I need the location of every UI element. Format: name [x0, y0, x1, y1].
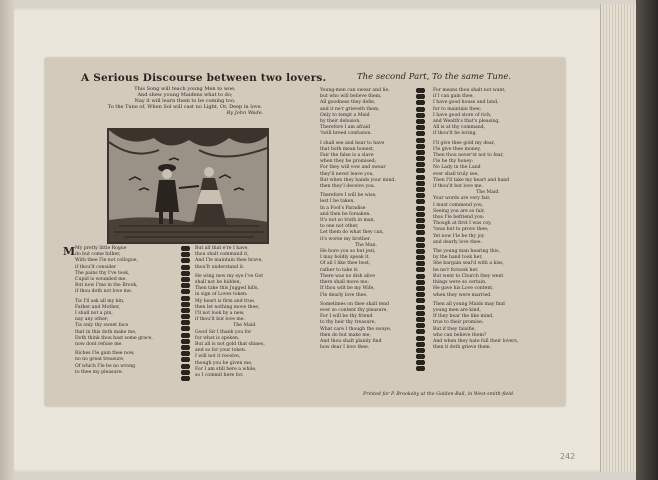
printers-ornament-icon: [181, 370, 190, 375]
printers-ornament-icon: [416, 187, 425, 192]
printers-ornament-icon: [416, 193, 425, 198]
verse-line: Fair the false is a slave: [320, 153, 374, 159]
verse-line: And when they hate full their lovers,: [433, 338, 519, 344]
printers-ornament-icon: [416, 150, 425, 155]
verse-line: if thou'lt be loving.: [433, 131, 477, 137]
verse-line: there shall move me;: [320, 280, 369, 286]
verse-line: In a Fool's Paradise: [320, 205, 366, 211]
verse-line: for what is spoken,: [195, 335, 240, 341]
verse-line: But went to Church they went: [433, 273, 504, 279]
printers-ornament-icon: [181, 302, 190, 307]
verse-line: in sign of Loves token:: [195, 292, 248, 298]
printers-ornament-icon: [416, 329, 425, 334]
imprint-line: Printed for P. Brooksby at the Golden-Ball, in West-smith-field.: [363, 392, 515, 397]
verse-line: he ne'r forsook her.: [433, 267, 479, 273]
page-edges: [600, 4, 641, 472]
printers-ornament-icon: [416, 336, 425, 341]
verse-line: I must commend you,: [433, 202, 484, 208]
verse-line: Cupid is wounded me.: [75, 277, 127, 283]
verse-line: Seeing you are so fair,: [433, 208, 485, 214]
verse-line: He wing new my eye I've Got: [195, 273, 264, 279]
verse-line: I'le be thy honey:: [433, 159, 474, 165]
printers-ornament-icon: [416, 342, 425, 347]
verse-line: I'll give thee gold my dear,: [433, 140, 495, 146]
verse-line: and dearly love thee.: [433, 239, 482, 245]
verse-line: to thy heir thy treasure,: [320, 320, 376, 326]
verse-line: Therefore I will be wise,: [320, 193, 377, 199]
verse-line: shall not be hidden,: [195, 280, 242, 286]
printers-ornament-icon: [181, 308, 190, 313]
printers-ornament-icon: [416, 168, 425, 173]
verse-line: if thou'lt but love me.: [433, 184, 483, 190]
printers-ornament-icon: [416, 360, 425, 365]
verse-line: The Maid.: [233, 323, 257, 329]
verse-line: The Maid.: [476, 190, 500, 196]
printers-ornament-icon: [181, 345, 190, 350]
printers-ornament-icon: [181, 296, 190, 301]
printers-ornament-icon: [416, 144, 425, 149]
verse-line: The young man hearing this,: [433, 249, 500, 255]
printers-ornament-icon: [416, 261, 425, 266]
verse-line: who can believe them?: [433, 332, 487, 338]
verse-line: they'll never leave you,: [320, 171, 374, 177]
woodcut-image: [107, 128, 269, 244]
printers-ornament-icon: [416, 131, 425, 136]
verse-line: nay any other;: [75, 317, 109, 323]
verse-line: ever shall truly see,: [433, 171, 479, 177]
verse-line: I'le give thee money,: [433, 146, 481, 152]
verse-line: Father and Mother,: [75, 304, 121, 310]
printers-ornament-icon: [416, 292, 425, 297]
printers-ornament-icon: [416, 100, 425, 105]
verse-line: how dear I love thee.: [320, 345, 370, 351]
printers-ornament-icon: [416, 237, 425, 242]
verse-line: Then all young Maids may find: [433, 301, 505, 307]
printers-ornament-icon: [416, 243, 425, 248]
printers-ornament-icon: [181, 314, 190, 319]
verse-line: and then be forsaken.: [320, 211, 371, 217]
verse-line: by the hand took her,: [433, 255, 483, 261]
verse-line: then let nothing move thee,: [195, 304, 260, 310]
verse-line: Yet now I'le be thy joy: [433, 233, 485, 239]
verse-line: There was no dish alive: [320, 273, 375, 279]
verse-line: What care I though the swaye,: [320, 326, 392, 332]
verse-line: rather to take it:: [320, 267, 359, 273]
verse-line: thou'lt understand it.: [195, 264, 245, 270]
verse-line: then it doth grieve them.: [433, 345, 492, 351]
printers-ornament-icon: [416, 317, 425, 322]
verse-line: I shall see and hear to have: [320, 140, 385, 146]
verse-line: Young-men can swear and lie,: [320, 88, 390, 93]
printers-ornament-icon: [416, 156, 425, 161]
ornament-column-1: [180, 246, 192, 382]
verse-line: My pretty little Rogue: [75, 246, 127, 251]
verse-line: Then I'll take my heart and hand: [433, 177, 510, 183]
author-line: By John Wade.: [226, 110, 264, 116]
printers-ornament-icon: [181, 333, 190, 338]
verse-line: if thou'lt but love me.: [195, 317, 245, 323]
verse-line: if thou doth not love me.: [75, 289, 133, 295]
printers-ornament-icon: [416, 181, 425, 186]
verse-line: Tis I'll ask all my kin,: [75, 298, 125, 304]
verse-line: to one not other,: [320, 224, 359, 230]
printers-ornament-icon: [181, 289, 190, 294]
verse-line: by their delusion,: [320, 119, 361, 125]
verse-line: ever so content thy pleasure,: [320, 307, 388, 313]
verse-line: And I'le maintain thee brave,: [195, 258, 263, 264]
verse-line: thou shalt command it,: [195, 252, 249, 258]
verse-line: Doth think thou hast some grace,: [75, 335, 153, 341]
printers-ornament-icon: [181, 326, 190, 331]
verse-line: I have good house and land,: [433, 100, 499, 106]
verse-line: and it ne'r grieveth them,: [320, 106, 380, 112]
verse-line: For I will be thy friend: [320, 314, 373, 320]
printers-ornament-icon: [416, 224, 425, 229]
subtitle-line: Nay it will learn them to be coming too.: [134, 98, 236, 104]
verse-line: then they'l deceive you.: [320, 184, 376, 190]
verse-line: Your words are very fair,: [433, 196, 491, 202]
drop-cap: M: [63, 245, 76, 258]
printers-ornament-icon: [416, 230, 425, 235]
printers-ornament-icon: [416, 162, 425, 167]
verse-line: But when they hands your mind,: [320, 177, 396, 183]
verse-line: no no great treasure,: [75, 357, 125, 363]
verse-line: It's not so truth in man,: [320, 218, 376, 224]
verse-line: so I commit here for.: [195, 373, 244, 379]
verse-line: For they will vow and swear: [320, 165, 386, 171]
folio-number: 242: [560, 452, 576, 461]
printers-ornament-icon: [181, 246, 190, 251]
printers-ornament-icon: [181, 283, 190, 288]
verse-line: But all that e're I have,: [195, 246, 249, 251]
verse-line: Then thou never'st not to fear,: [433, 153, 504, 159]
verse-line: do but come hither,: [75, 252, 121, 258]
printers-ornament-icon: [416, 366, 425, 371]
printers-ornament-icon: [416, 267, 425, 272]
printers-ornament-icon: [416, 206, 425, 211]
tune-line: To the Tune of, When Sol will cast no Light, Or, Deep in love.: [107, 104, 263, 110]
verse-line: No Lady in the Land: [433, 165, 481, 171]
printers-ornament-icon: [181, 339, 190, 344]
printers-ornament-icon: [416, 274, 425, 279]
verse-line: if thou'lt consider: [75, 264, 117, 270]
printers-ornament-icon: [416, 94, 425, 99]
verse-line: Let them do what they can,: [320, 230, 384, 236]
printers-ornament-icon: [416, 249, 425, 254]
column-3: [320, 88, 412, 351]
verse-line: that both mean honest,: [320, 146, 375, 152]
verse-line: I'le dearly love thee.: [320, 292, 368, 298]
verse-line: now dont refuse me.: [75, 342, 123, 348]
verse-line: I may boldly speak it,: [320, 255, 370, 261]
printers-ornament-icon: [181, 320, 190, 325]
verse-line: The Man.: [354, 242, 378, 248]
verse-line: things were so certain,: [433, 280, 487, 286]
column-1: [75, 246, 175, 376]
column-4: [433, 88, 543, 351]
printers-ornament-icon: [181, 364, 190, 369]
verse-line: I shall not a pin,: [75, 311, 113, 317]
verse-line: Only to tempt a Maid: [320, 112, 370, 118]
column-2: [195, 246, 295, 379]
verse-line: that in this doth make me,: [75, 329, 137, 335]
verse-line: lest I be taken,: [320, 199, 355, 205]
verse-line: With thee I'le not collogue,: [75, 258, 138, 264]
printers-ornament-icon: [416, 255, 425, 260]
verse-line: He gave his Love content,: [433, 286, 494, 292]
verse-line: He bore you so but jest,: [320, 249, 376, 255]
verse-line: though you be given me,: [195, 360, 253, 366]
printers-ornament-icon: [181, 258, 190, 263]
printers-ornament-icon: [181, 357, 190, 362]
printers-ornament-icon: [416, 354, 425, 359]
verse-line: to thee my pleasure:: [75, 369, 123, 375]
verse-line: If they bear the like mind,: [433, 314, 494, 320]
verse-line: then do but make me,: [320, 332, 371, 338]
printers-ornament-icon: [416, 125, 425, 130]
printers-ornament-icon: [416, 280, 425, 285]
verse-line: And thou shalt plainly find: [320, 338, 382, 344]
verse-line: Tis only thy sweet face: [75, 323, 129, 329]
verse-line: but who will believe them,: [320, 94, 382, 100]
printers-ornament-icon: [416, 218, 425, 223]
verse-line: The pains thy I've took,: [75, 270, 130, 276]
printers-ornament-icon: [416, 298, 425, 303]
printers-ornament-icon: [181, 376, 190, 381]
verse-line: All goodness they defie,: [320, 100, 376, 106]
printers-ornament-icon: [181, 271, 190, 276]
verse-line: Riches I'le gain thee now,: [75, 351, 135, 357]
verse-line: when they be promised;: [320, 159, 377, 165]
printers-ornament-icon: [416, 175, 425, 180]
verse-line: Then take this Jugged hills,: [195, 286, 259, 292]
printers-ornament-icon: [416, 212, 425, 217]
verse-line: Good Sir I thank you for: [195, 329, 252, 335]
printers-ornament-icon: [181, 277, 190, 282]
verse-line: She bargain seal'd with a kiss,: [433, 261, 504, 267]
ornament-column-3: [415, 88, 427, 373]
subtitle-line: And shew young Maidens what to do;: [137, 92, 233, 98]
printers-ornament-icon: [416, 305, 425, 310]
broadside-title: A Serious Discourse between two lovers.: [81, 72, 327, 84]
verse-line: if I can gain thee,: [433, 94, 474, 100]
printers-ornament-icon: [416, 138, 425, 143]
broadside-sheet: [45, 58, 565, 406]
printers-ornament-icon: [416, 107, 425, 112]
verse-line: For I am still here a while,: [195, 366, 257, 372]
printers-ornament-icon: [181, 265, 190, 270]
verse-line: true to their promise;: [433, 320, 484, 326]
printers-ornament-icon: [416, 311, 425, 316]
verse-line: young men are kind,: [433, 307, 481, 313]
printers-ornament-icon: [181, 351, 190, 356]
verse-line: Of which I'le be no wrong: [75, 363, 136, 369]
verse-line: when they were married.: [433, 292, 492, 298]
verse-line: But if they falsifie,: [433, 326, 476, 332]
verse-line: for to maintain thee;: [433, 106, 481, 112]
verse-line: and so for your token.: [195, 348, 247, 354]
verse-line: Sometimes on thee shall tend: [320, 301, 389, 307]
verse-line: 'twill breed confusion.: [320, 131, 372, 137]
verse-line: If thou wilt be my Wife,: [320, 286, 375, 292]
verse-line: it's worse my brother.: [320, 236, 371, 242]
subtitle-line: This Song will teach young Men to woe,: [134, 86, 236, 92]
printers-ornament-icon: [416, 286, 425, 291]
verse-line: My heart is firm and true,: [195, 298, 256, 304]
verse-line: Though at first I was coy,: [433, 221, 492, 227]
verse-line: Of all I like thee best,: [320, 261, 371, 267]
verse-line: thus I'le befriend you:: [433, 215, 485, 221]
printers-ornament-icon: [416, 88, 425, 93]
verse-line: I'll not look by a new,: [195, 311, 245, 317]
verse-line: I will not it receive,: [195, 354, 241, 360]
verse-line: and Wealth's that's pleasing,: [433, 119, 500, 125]
verse-line: All is at thy command,: [433, 125, 486, 131]
book-cover: [636, 0, 658, 480]
verse-line: For means thou shalt not want,: [433, 88, 506, 93]
printers-ornament-icon: [416, 113, 425, 118]
printers-ornament-icon: [416, 323, 425, 328]
printers-ornament-icon: [416, 119, 425, 124]
printers-ornament-icon: [416, 348, 425, 353]
verse-line: Therefore I am afraid: [320, 125, 371, 131]
printers-ornament-icon: [416, 199, 425, 204]
second-part-title: The second Part, To the same Tune.: [357, 72, 512, 82]
verse-line: But now I'me in the Brook,: [75, 283, 138, 289]
verse-line: But all is not gold that shines,: [195, 342, 265, 348]
page-gutter: [0, 0, 14, 480]
printers-ornament-icon: [181, 252, 190, 257]
verse-line: I have good store of rich,: [433, 112, 492, 118]
verse-line: 'twas but to prove thee;: [433, 227, 489, 233]
